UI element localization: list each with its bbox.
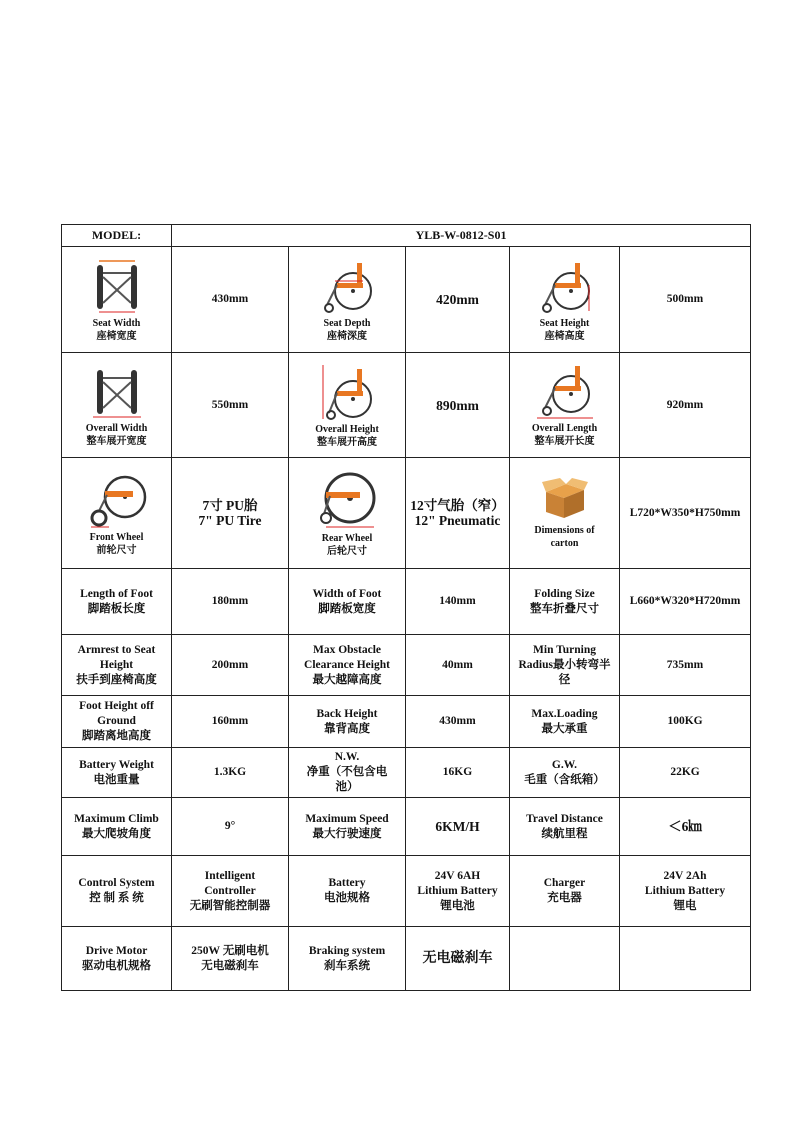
- spec-value-line: 无电磁刹车: [201, 959, 259, 972]
- spec-label-cell: [289, 748, 406, 798]
- spec-label-line: N.W.: [334, 751, 360, 763]
- spec-label-cell: [289, 635, 406, 696]
- spec-label-cell: [62, 247, 172, 353]
- spec-label-cell: [289, 247, 406, 353]
- spec-value: 160mm: [172, 696, 289, 748]
- spec-row: [62, 856, 751, 927]
- spec-label-cell: [289, 856, 406, 927]
- spec-label-line: Max Obstacle: [312, 643, 382, 656]
- spec-label-cell: [510, 696, 620, 748]
- spec-value-en: 12" Pneumatic: [414, 513, 501, 528]
- spec-label-cn: 座椅高度: [544, 330, 585, 342]
- spec-label-cell: [62, 353, 172, 458]
- spec-label-line: G.W.: [551, 758, 578, 771]
- wheelchair-side-icon: [533, 362, 597, 420]
- wheelchair-side-icon: [537, 257, 593, 315]
- spec-label-cn: 整车展开长度: [534, 436, 595, 447]
- spec-value-line: 250W 无刷电机: [191, 944, 269, 957]
- spec-label-cell: [510, 635, 620, 696]
- wheelchair-side-icon: [319, 257, 375, 315]
- spec-label-cell: [62, 748, 172, 798]
- spec-value-line: 24V 6AH: [434, 869, 481, 882]
- spec-label-line: 充电器: [547, 892, 582, 904]
- spec-row: [62, 927, 751, 991]
- spec-label-en: Dimensions of: [534, 525, 595, 536]
- spec-label-cell: [289, 696, 406, 748]
- spec-value: 430mm: [406, 696, 510, 748]
- spec-label-en: Front Wheel: [89, 532, 144, 543]
- spec-label-line: Ground: [97, 715, 136, 727]
- spec-label-cn: 后轮尺寸: [327, 546, 367, 557]
- spec-label-en-2: carton: [550, 538, 579, 549]
- spec-row: [62, 798, 751, 856]
- spec-label-line: 电池重量: [93, 773, 140, 786]
- spec-value: 430mm: [172, 247, 289, 353]
- spec-label-cn: 整车展开宽度: [86, 436, 147, 447]
- spec-row: [62, 635, 751, 696]
- spec-value: ＜6㎞: [620, 798, 751, 856]
- spec-label-line: Max.Loading: [531, 707, 598, 720]
- spec-label-cell: [62, 856, 172, 927]
- spec-row: [62, 569, 751, 635]
- spec-label-cn: 座椅深度: [327, 330, 367, 342]
- model-value: YLB-W-0812-S01: [172, 225, 751, 247]
- spec-table: [61, 224, 751, 991]
- wheelchair-front-icon: [91, 257, 143, 315]
- spec-value: 无电磁刹车: [406, 927, 510, 991]
- spec-label-en: Rear Wheel: [321, 533, 373, 544]
- spec-label-line: 电池规格: [324, 892, 370, 904]
- spec-label-cell: [510, 247, 620, 353]
- spec-label-cell: [510, 569, 620, 635]
- spec-value: 420mm: [406, 247, 510, 353]
- spec-value-line: Lithium Battery: [417, 884, 498, 897]
- rear-wheel-icon: [316, 468, 378, 530]
- spec-value: 550mm: [172, 353, 289, 458]
- spec-label-en: Seat Depth: [323, 317, 371, 329]
- model-label: MODEL:: [62, 225, 172, 247]
- spec-label-cell: [62, 458, 172, 569]
- spec-label-cn: 座椅宽度: [96, 330, 137, 342]
- spec-value-line: 24V 2Ah: [663, 869, 707, 882]
- spec-value-line: Lithium Battery: [644, 884, 726, 897]
- spec-row-wheels: [62, 458, 751, 569]
- spec-value: 40mm: [406, 635, 510, 696]
- spec-label-line: 毛重（含纸箱）: [524, 773, 605, 786]
- spec-label-cell: [62, 569, 172, 635]
- spec-label-line: 扶手到座椅高度: [76, 673, 157, 686]
- spec-value: 500mm: [620, 247, 751, 353]
- spec-label-line: 最大爬坡角度: [82, 827, 151, 840]
- model-row: [62, 225, 751, 247]
- spec-label-line: Maximum Speed: [305, 812, 389, 825]
- spec-row-overall: [62, 353, 751, 458]
- spec-value-cell: [172, 856, 289, 927]
- spec-label-line: Folding Size: [534, 587, 595, 600]
- carton-box-icon: [542, 476, 588, 522]
- spec-label-line: 脚踏板长度: [87, 602, 146, 615]
- spec-label-line: 池）: [335, 781, 359, 793]
- wheelchair-side-icon: [319, 361, 375, 421]
- spec-value-cell: [406, 458, 510, 569]
- spec-value: 16KG: [406, 748, 510, 798]
- spec-label-cell: [62, 798, 172, 856]
- spec-label-cell: [289, 927, 406, 991]
- spec-row: [62, 748, 751, 798]
- spec-label-cell: [62, 696, 172, 748]
- spec-label-line: 最大行驶速度: [312, 827, 382, 840]
- spec-value: 920mm: [620, 353, 751, 458]
- spec-label-en: Overall Length: [531, 423, 598, 434]
- spec-value: 890mm: [406, 353, 510, 458]
- spec-label-line: 脚踏离地高度: [82, 730, 151, 742]
- spec-label-cell: [62, 635, 172, 696]
- spec-value: 180mm: [172, 569, 289, 635]
- spec-value-en: 7" PU Tire: [198, 513, 262, 528]
- spec-label-cell: [289, 353, 406, 458]
- spec-value-cn: 12寸气胎（窄）: [410, 498, 505, 513]
- spec-label-line: Charger: [543, 877, 586, 889]
- spec-label-en: Overall Width: [85, 423, 148, 434]
- spec-label-line: Maximum Climb: [74, 812, 159, 825]
- spec-label-line: Foot Height off: [79, 700, 154, 712]
- spec-label-en: Overall Height: [315, 424, 379, 435]
- spec-label-line: Clearance Height: [304, 658, 390, 671]
- spec-value: L660*W320*H720mm: [620, 569, 751, 635]
- spec-label-line: Battery: [328, 877, 366, 889]
- spec-value-cn: 7寸 PU胎: [202, 498, 258, 513]
- spec-label-line: 最大承重: [541, 722, 588, 735]
- spec-label-line: 整车折叠尺寸: [530, 602, 599, 615]
- spec-label-cell: [510, 458, 620, 569]
- spec-value: 735mm: [620, 635, 751, 696]
- spec-value: 9°: [172, 798, 289, 856]
- spec-value: 22KG: [620, 748, 751, 798]
- spec-label-line: 脚踏板宽度: [318, 602, 376, 615]
- spec-value: 6KM/H: [406, 798, 510, 856]
- spec-value-line: 无刷智能控制器: [189, 899, 271, 912]
- spec-label-line: Width of Foot: [312, 587, 382, 600]
- spec-label-line: 净重（不包含电: [306, 766, 388, 778]
- spec-value-line: Controller: [204, 884, 256, 897]
- spec-label-line: Radius最小转弯半: [518, 658, 611, 671]
- spec-value: L720*W350*H750mm: [620, 458, 751, 569]
- spec-label-line: Height: [99, 658, 134, 671]
- spec-label-cn: 前轮尺寸: [96, 545, 137, 556]
- spec-label-en: Seat Width: [92, 317, 141, 329]
- spec-label-line: Armrest to Seat: [77, 643, 156, 656]
- spec-value: 100KG: [620, 696, 751, 748]
- spec-value: 200mm: [172, 635, 289, 696]
- spec-row-seat: [62, 247, 751, 353]
- spec-label-cell: [62, 927, 172, 991]
- spec-value-cell: [172, 927, 289, 991]
- spec-value-cell: [172, 458, 289, 569]
- spec-empty-cell: [510, 927, 620, 991]
- spec-label-line: 续航里程: [541, 827, 588, 840]
- spec-label-line: 最大越障高度: [312, 673, 382, 686]
- spec-label-line: Battery Weight: [79, 758, 154, 771]
- spec-label-line: Drive Motor: [85, 944, 148, 957]
- spec-label-cell: [289, 569, 406, 635]
- spec-label-cell: [510, 748, 620, 798]
- spec-label-line: Length of Foot: [80, 587, 153, 600]
- spec-empty-cell: [620, 927, 751, 991]
- spec-value-line: Intelligent: [204, 869, 256, 882]
- spec-value-cell: [406, 856, 510, 927]
- spec-value: 140mm: [406, 569, 510, 635]
- spec-label-line: Braking system: [308, 944, 386, 957]
- spec-label-line: Back Height: [316, 707, 378, 720]
- front-wheel-icon: [87, 469, 147, 529]
- spec-label-en: Seat Height: [539, 317, 590, 329]
- spec-label-cell: [510, 353, 620, 458]
- spec-label-cn: 整车展开高度: [317, 437, 377, 448]
- spec-label-line: 靠背高度: [324, 722, 370, 735]
- spec-row: [62, 696, 751, 748]
- spec-label-line: 径: [558, 673, 571, 686]
- spec-value: 1.3KG: [172, 748, 289, 798]
- spec-value-line: 锂电池: [440, 899, 475, 912]
- wheelchair-front-icon: [91, 362, 143, 420]
- spec-label-cell: [289, 798, 406, 856]
- spec-label-cell: [510, 856, 620, 927]
- spec-label-line: Travel Distance: [526, 812, 603, 825]
- spec-value-line: 锂电: [673, 899, 697, 912]
- spec-label-cell: [289, 458, 406, 569]
- spec-label-line: 驱动电机规格: [82, 959, 151, 972]
- spec-label-line: Control System: [78, 877, 155, 889]
- spec-label-line: 控 制 系 统: [89, 892, 144, 904]
- spec-value-cell: [620, 856, 751, 927]
- spec-label-line: Min Turning: [533, 643, 596, 656]
- spec-label-cell: [510, 798, 620, 856]
- spec-label-line: 刹车系统: [324, 959, 370, 972]
